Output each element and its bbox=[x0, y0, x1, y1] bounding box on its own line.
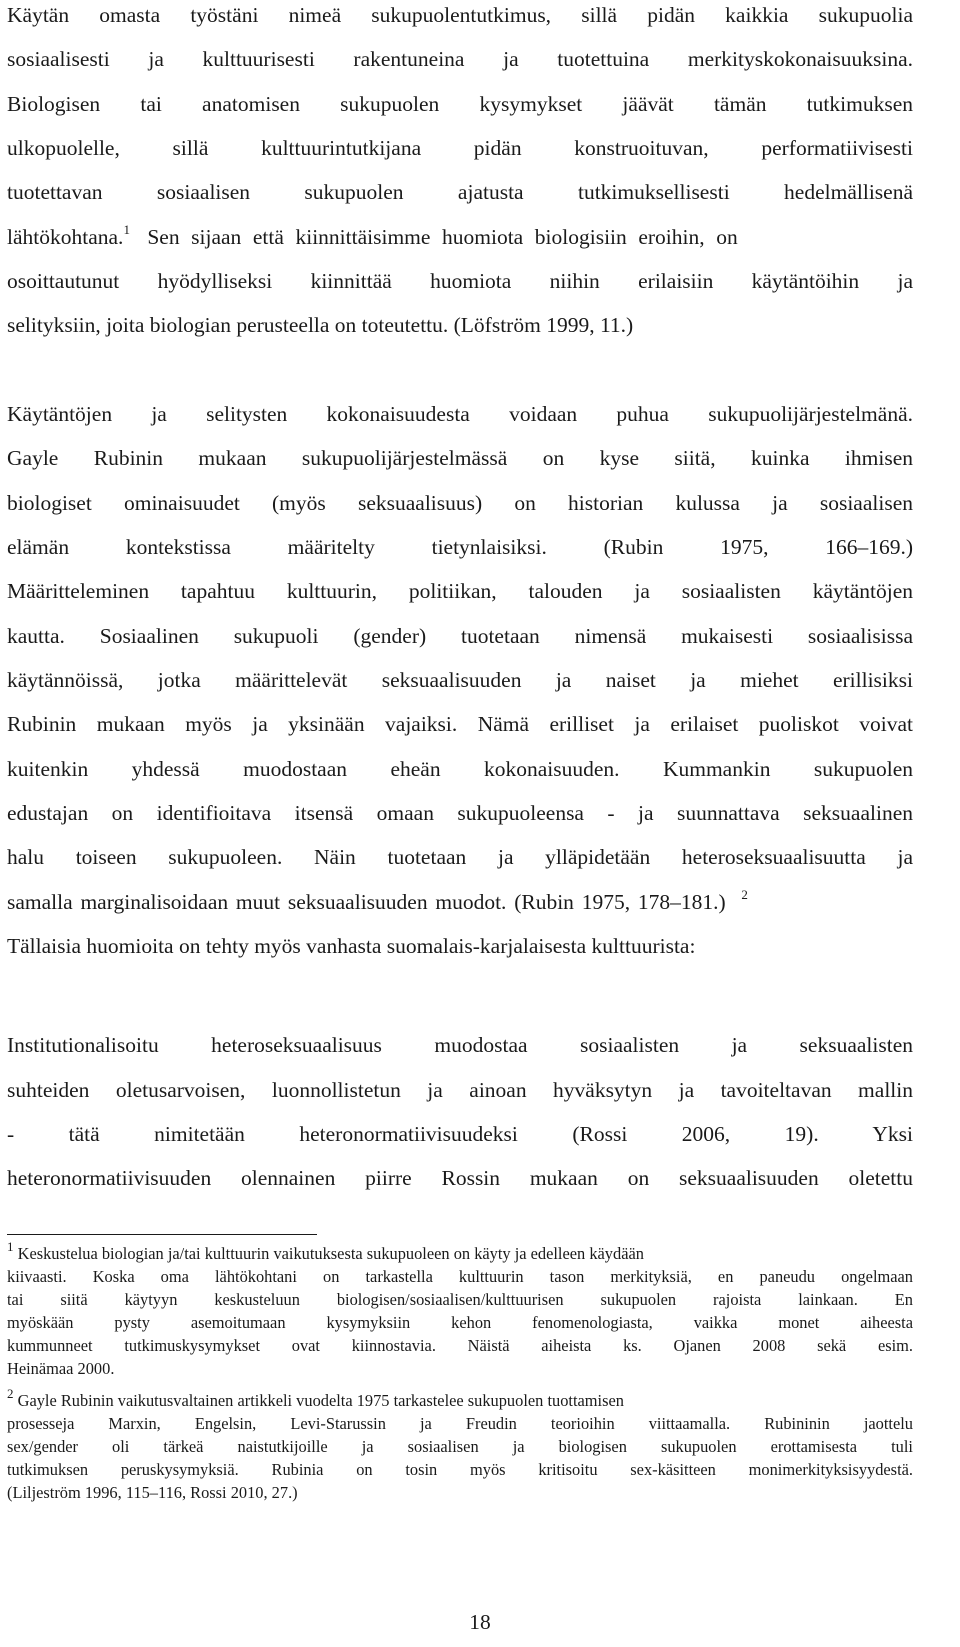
body-line: biologiset ominaisuudet (myös seksuaalisuus) on historian kulussa ja sosiaalisen bbox=[7, 491, 913, 515]
body-line: Käytän omasta työstäni nimeä sukupuolentutkimus, sillä pidän kaikkia sukupuolia bbox=[7, 3, 913, 27]
body-line: Biologisen tai anatomisen sukupuolen kysymykset jäävät tämän tutkimuksen bbox=[7, 92, 913, 116]
footnote-text: Gayle Rubinin vaikutusvaltainen artikkeli vuodelta 1975 tarkastelee sukupuolen tuottamisen bbox=[17, 1391, 624, 1410]
body-line: osoittautunut hyödylliseksi kiinnittää huomiota niihin erilaisiin käytäntöihin ja bbox=[7, 269, 913, 293]
body-line-rest: Sen sijaan että kiinnittäisimme huomiota biologisiin eroihin, on bbox=[147, 225, 738, 249]
quote-line: - tätä nimitetään heteronormatiivisuudeksi (Rossi 2006, 19). Yksi bbox=[7, 1122, 913, 1146]
quote-line: Institutionalisoitu heteroseksuaalisuus muodostaa sosiaalisten ja seksuaalisten bbox=[7, 1033, 913, 1057]
body-line: sosiaalisesti ja kulttuurisesti rakentuneina ja tuotettuina merkityskokonaisuuksina. bbox=[7, 47, 913, 71]
body-line: kautta. Sosiaalinen sukupuoli (gender) tuotetaan nimensä mukaisesti sosiaalisissa bbox=[7, 624, 913, 648]
footnote-line: kiivaasti. Koska oma lähtökohtani on tarkastella kulttuurin tason merkityksiä, en paneudu ongelmaan bbox=[7, 1267, 913, 1286]
page-number: 18 bbox=[469, 1610, 491, 1634]
body-line: Tällaisia huomioita on tehty myös vanhasta suomalais-karjalaisesta kulttuurista: bbox=[7, 934, 696, 958]
footnote-separator bbox=[7, 1234, 317, 1235]
footnote-2-first-line bbox=[7, 1385, 913, 1412]
footnote-line: myöskään pysty asemoitumaan kysymyksiin kehon fenomenologiasta, vaikka monet aiheesta bbox=[7, 1313, 913, 1332]
footnote-line: kummunneet tutkimuskysymykset ovat kiinnostavia. Näistä aiheista ks. Ojanen 2008 sekä esim. bbox=[7, 1336, 913, 1355]
body-line-with-note bbox=[7, 887, 913, 917]
body-line: edustajan on identifioitava itsensä omaan sukupuoleensa - ja suunnattava seksuaalinen bbox=[7, 801, 913, 825]
body-line: selityksiin, joita biologian perusteella on toteutettu. (Löfström 1999, 11.) bbox=[7, 313, 634, 337]
body-line: Gayle Rubinin mukaan sukupuolijärjestelmässä on kyse siitä, kuinka ihmisen bbox=[7, 446, 913, 470]
footnote-line: prosesseja Marxin, Engelsin, Levi-Starussin ja Freudin teorioihin viittaamalla. Rubininin jaottelu bbox=[7, 1414, 913, 1433]
footnote-line: tai siitä käytyyn keskusteluun biologisen/sosiaalisen/kulttuurisen sukupuolen rajoista lainkaan. En bbox=[7, 1290, 913, 1309]
footnote-text: Keskustelua biologian ja/tai kulttuurin vaikutuksesta sukupuoleen on käyty ja edelleen käydään bbox=[17, 1244, 644, 1263]
body-line: halu toiseen sukupuoleen. Näin tuotetaan ja ylläpidetään heteroseksuaalisuutta ja bbox=[7, 845, 913, 869]
body-line: Käytäntöjen ja selitysten kokonaisuudesta voidaan puhua sukupuolijärjestelmänä. bbox=[7, 402, 913, 426]
footnote-line: (Liljeström 1996, 115–116, Rossi 2010, 27.) bbox=[7, 1483, 298, 1502]
body-line: käytännöissä, jotka määrittelevät seksuaalisuuden ja naiset ja miehet erillisiksi bbox=[7, 668, 913, 692]
footnote-ref-2: 2 bbox=[741, 886, 748, 902]
footnote-number-1: 1 bbox=[7, 1238, 14, 1254]
body-line-start: lähtökohtana. bbox=[7, 225, 124, 249]
footnote-1-first-line bbox=[7, 1238, 913, 1265]
footnote-line: Heinämaa 2000. bbox=[7, 1359, 115, 1378]
quote-line: heteronormatiivisuuden olennainen piirre Rossin mukaan on seksuaalisuuden oletettu bbox=[7, 1166, 913, 1190]
body-line: Rubinin mukaan myös ja yksinään vajaiksi. Nämä erilliset ja erilaiset puoliskot voivat bbox=[7, 712, 913, 736]
body-line: ulkopuolelle, sillä kulttuurintutkijana pidän konstruoituvan, performatiivisesti bbox=[7, 136, 913, 160]
footnote-line: tutkimuksen peruskysymyksiä. Rubinia on tosin myös kritisoitu sex-käsitteen monimerkityksisyydestä. bbox=[7, 1460, 913, 1479]
quote-line: suhteiden oletusarvoisen, luonnollistetun ja ainoan hyväksytyn ja tavoiteltavan mallin bbox=[7, 1078, 913, 1102]
body-line-text: samalla marginalisoidaan muut seksuaalisuuden muodot. (Rubin 1975, 178–181.) bbox=[7, 890, 726, 914]
footnote-line: sex/gender oli tärkeä naistutkijoille ja sosiaalisen ja biologisen sukupuolen erottamisesta tuli bbox=[7, 1437, 913, 1456]
body-line: Määritteleminen tapahtuu kulttuurin, politiikan, talouden ja sosiaalisten käytäntöjen bbox=[7, 579, 913, 603]
footnote-number-2: 2 bbox=[7, 1385, 14, 1401]
body-line: kuitenkin yhdessä muodostaan eheän kokonaisuuden. Kummankin sukupuolen bbox=[7, 757, 913, 781]
footnote-ref-1: 1 bbox=[123, 221, 130, 237]
body-line: tuotettavan sosiaalisen sukupuolen ajatusta tutkimuksellisesti hedelmällisenä bbox=[7, 180, 913, 204]
body-line: elämän kontekstissa määritelty tietynlaisiksi. (Rubin 1975, 166–169.) bbox=[7, 535, 913, 559]
body-line-with-note bbox=[7, 222, 913, 252]
